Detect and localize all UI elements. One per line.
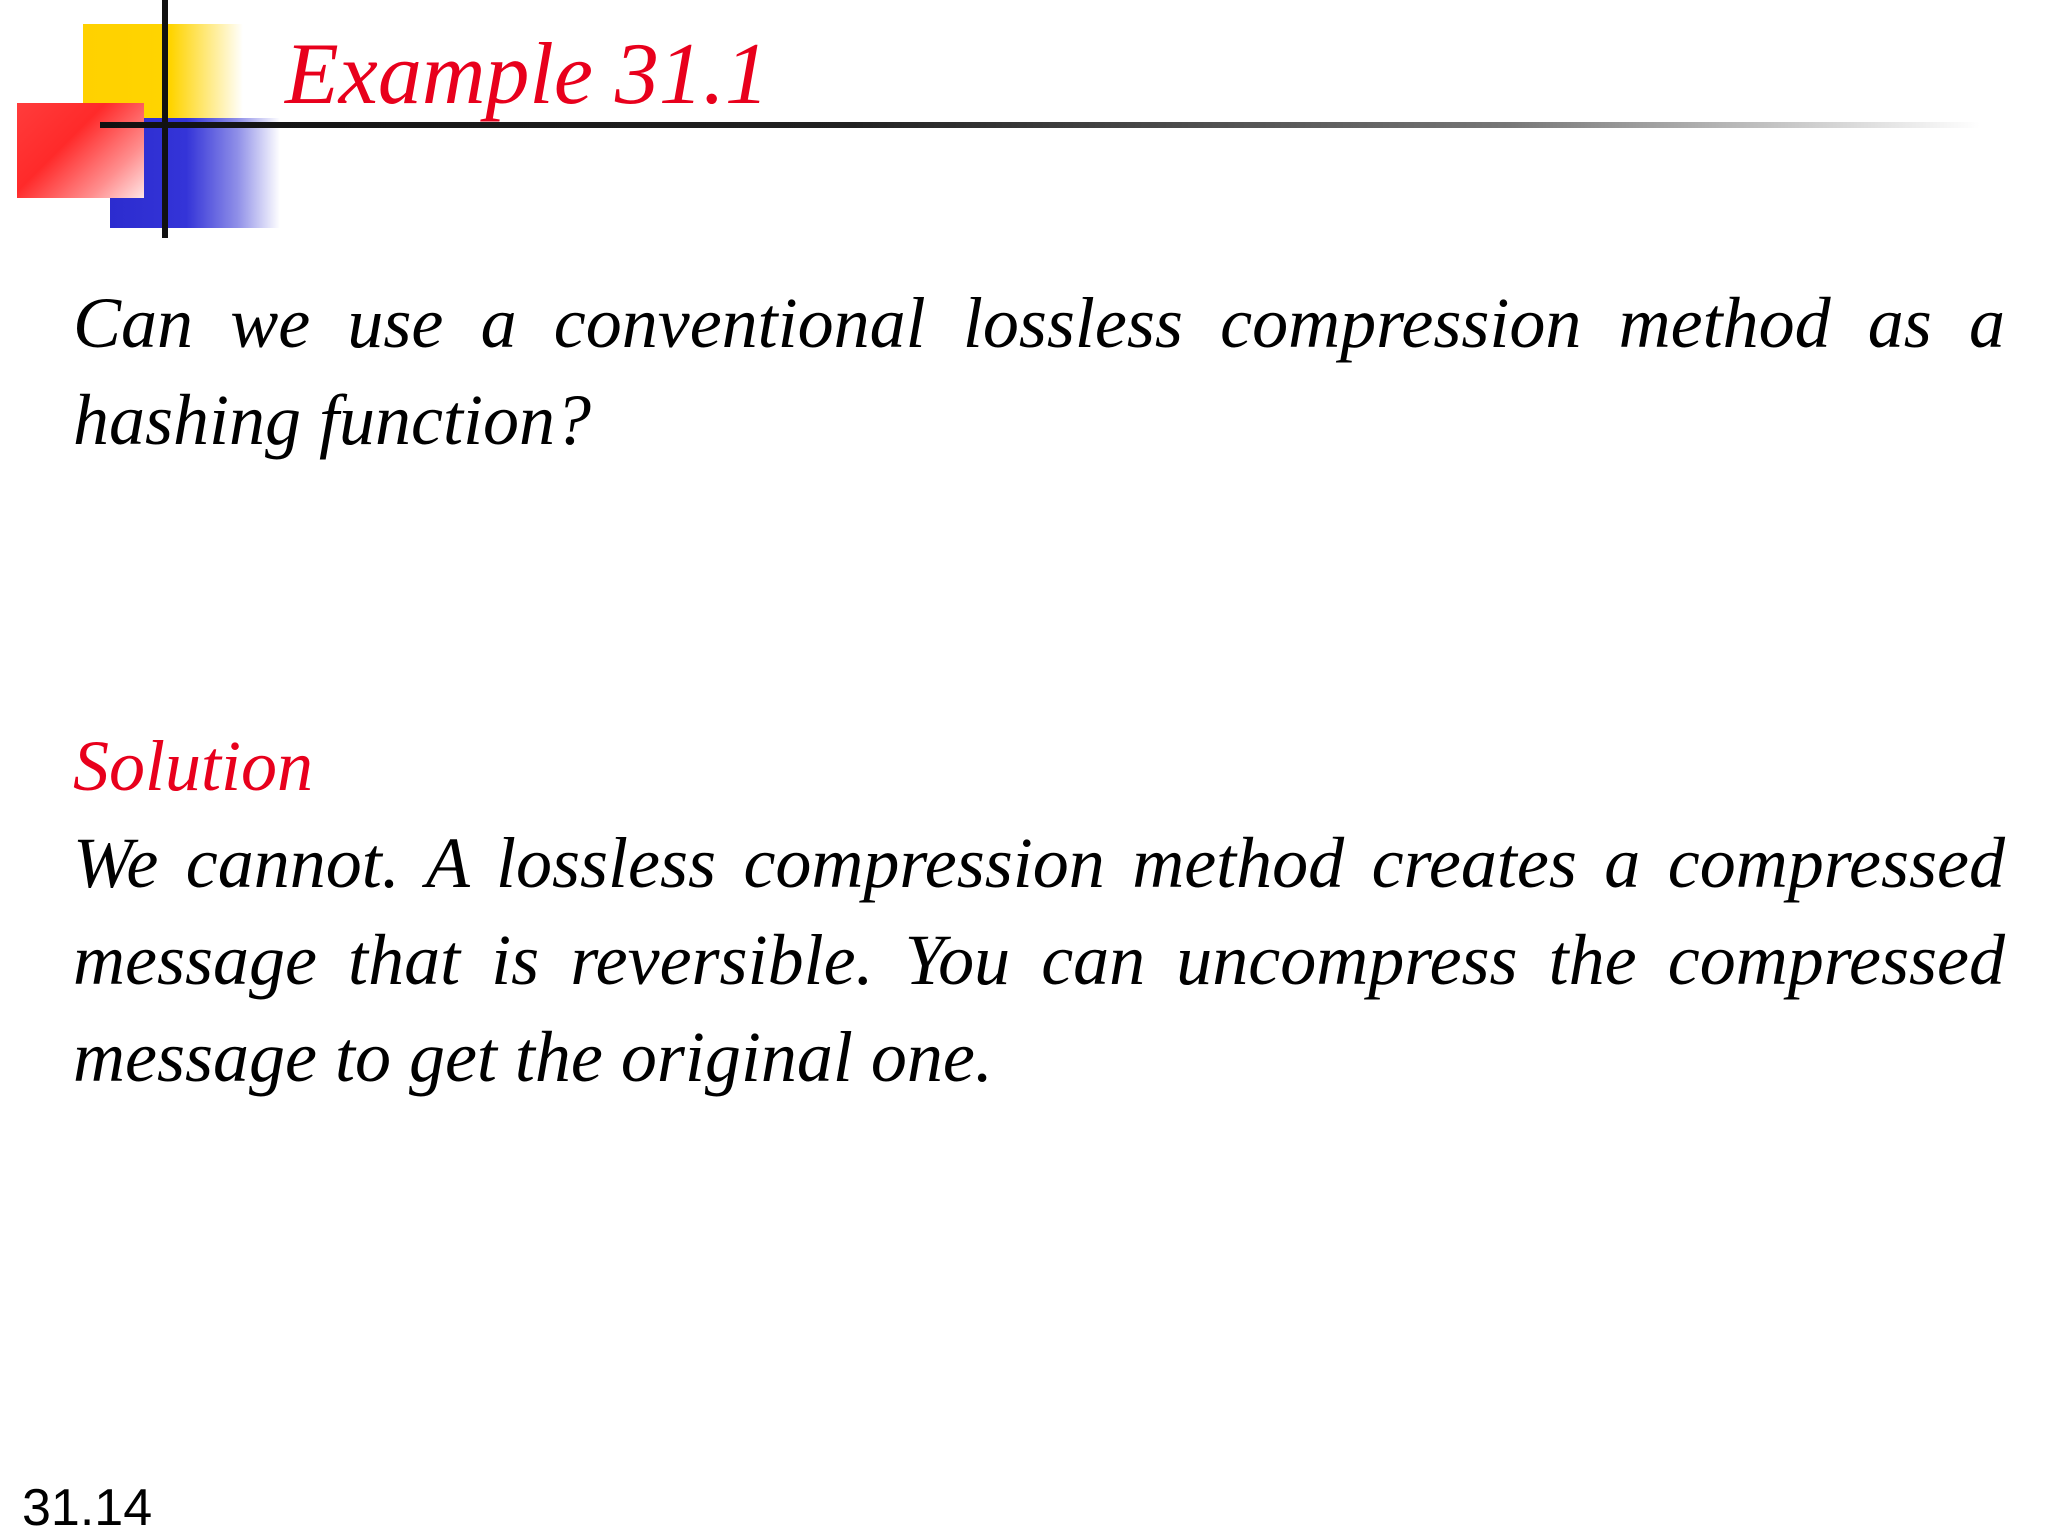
slide-number: 31.14 bbox=[22, 1479, 153, 1537]
solution-heading: Solution bbox=[73, 726, 314, 806]
solution-text: We cannot. A lossless compression method creates a compressed message that is reversible. You can uncompress the compressed message to get the original one. bbox=[73, 823, 2005, 1097]
decorative-red-square bbox=[17, 103, 144, 198]
decorative-vertical-line bbox=[162, 0, 168, 238]
slide-title: Example 31.1 bbox=[285, 26, 769, 123]
question-text: Can we use a conventional lossless compression method as a hashing function? bbox=[73, 283, 2005, 460]
